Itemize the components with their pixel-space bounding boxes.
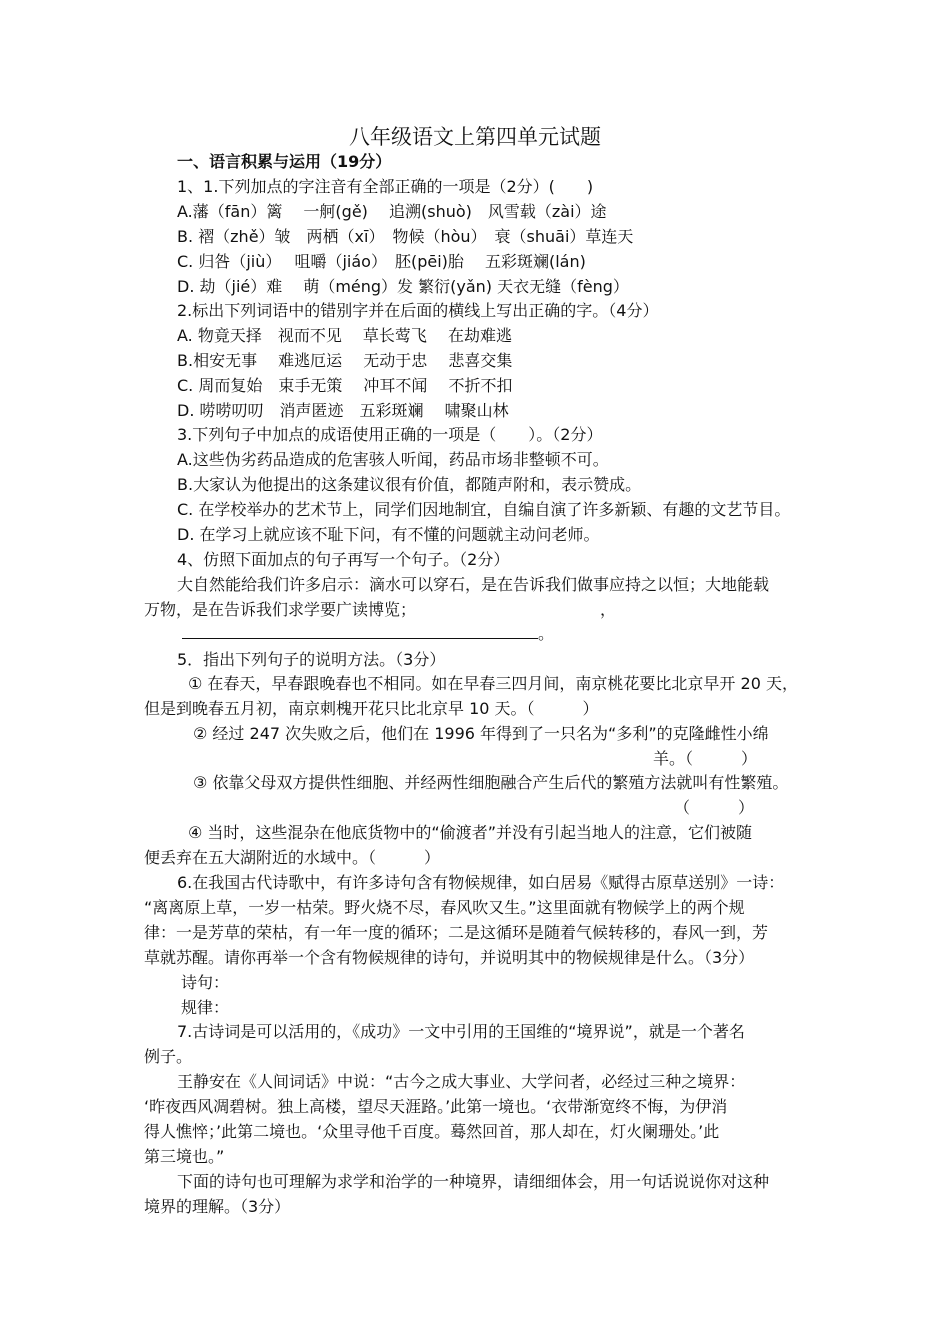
question-5-stem: 5．指出下列句子的说明方法。（3分）: [177, 650, 446, 669]
question-4-text-line-2: 万物，是在告诉我们求学要广读博览； ，: [144, 600, 617, 619]
question-1-option-d: D. 劫（jié）难 萌（méng）发 繁衍(yǎn) 天衣无缝（fèng）: [177, 277, 629, 296]
answer-blank[interactable]: [182, 624, 538, 639]
question-6-line-1: 6.在我国古代诗歌中，有许多诗句含有物候规律，如白居易《赋得古原草送别》一诗：: [177, 873, 785, 892]
question-7-line-2: 例子。: [144, 1047, 193, 1066]
question-6-line-3: 律：一是芳草的荣枯，有一年一度的循环；二是这循环是随着气候转移的，春风一到，芳: [144, 923, 769, 942]
question-7-line-1: 7.古诗词是可以活用的，《成功》一文中引用的王国维的“境界说”，就是一个著名: [177, 1022, 745, 1041]
question-1-option-b: B. 褶（zhě）皱 两栖（xī） 物候（hòu） 衰（shuāi）草连天: [177, 227, 634, 246]
question-5-item-1-line-1: ① 在春天，早春跟晚春也不相同。如在早春三四月间，南京桃花要比北京早开 20 天，: [188, 674, 798, 693]
question-1-stem: 1、1.下列加点的字注音有全部正确的一项是（2分）( ): [177, 177, 594, 196]
question-1-option-a: A.藩（fān）篱 一舸(gě) 追溯(shuò) 风雪载（zài）途: [177, 202, 607, 221]
question-6-rule-label: 规律：: [181, 998, 230, 1017]
question-5-item-2-line-2: 羊。（ ）: [653, 749, 758, 768]
section-heading: 一、语言积累与运用（19分）: [177, 152, 392, 171]
question-5-item-1-line-2: 但是到晚春五月初，南京刺槐开花只比北京早 10 天。（ ）: [144, 699, 599, 718]
question-5-item-4-line-1: ④ 当时，这些混杂在他底货物中的“偷渡者”并没有引起当地人的注意，它们被随: [188, 823, 753, 842]
question-2-option-b: B.相安无事 难逃厄运 无动于忠 悲喜交集: [177, 351, 513, 370]
question-4-answer-line[interactable]: [182, 623, 554, 645]
question-6-line-2: “离离原上草，一岁一枯荣。野火烧不尽，春风吹又生。”这里面就有物候学上的两个规: [144, 898, 745, 917]
question-5-item-3-line-1: ③ 依靠父母双方提供性细胞、并经两性细胞融合产生后代的繁殖方法就叫有性繁殖。: [193, 773, 789, 792]
question-2-option-c: C. 周而复始 束手无策 冲耳不闻 不折不扣: [177, 376, 513, 395]
question-7-task-line-2: 境界的理解。（3分）: [144, 1197, 291, 1216]
question-2-stem: 2.标出下列词语中的错别字并在后面的横线上写出正确的字。（4分）: [177, 301, 659, 320]
page-title: 八年级语文上第四单元试题: [349, 125, 601, 149]
question-6-line-4: 草就苏醒。请你再举一个含有物候规律的诗句，并说明其中的物候规律是什么。（3分）: [144, 948, 755, 967]
question-4-text-line-1: 大自然能给我们许多启示：滴水可以穿石，是在告诉我们做事应持之以恒；大地能载: [177, 575, 770, 594]
question-5-item-2-line-1: ② 经过 247 次失败之后，他们在 1996 年得到了一只名为“多利”的克隆雌性小绵: [193, 724, 769, 743]
question-2-option-a: A. 物竟天择 视而不见 草长莺飞 在劫难逃: [177, 326, 513, 345]
question-7-quote-line-1: 王静安在《人间词话》中说：“古今之成大事业、大学问者，必经过三种之境界：: [177, 1072, 746, 1091]
answer-line-period: 。: [538, 624, 555, 643]
question-3-option-d: D. 在学习上就应该不耻下问，有不懂的问题就主动问老师。: [177, 525, 600, 544]
question-3-option-c: C. 在学校举办的艺术节上，同学们因地制宜，自编自演了许多新颖、有趣的文艺节目。: [177, 500, 791, 519]
question-5-item-3-line-2: （ ）: [674, 798, 755, 817]
question-6-poem-label: 诗句：: [181, 973, 230, 992]
question-3-option-a: A.这些伪劣药品造成的危害骇人听闻，药品市场非整顿不可。: [177, 450, 609, 469]
question-4-stem: 4、仿照下面加点的句子再写一个句子。（2分）: [177, 550, 510, 569]
question-7-task-line-1: 下面的诗句也可理解为求学和治学的一种境界，请细细体会，用一句话说说你对这种: [177, 1172, 770, 1191]
question-5-item-4-line-2: 便丢弃在五大湖附近的水域中。（ ）: [144, 848, 441, 867]
question-3-option-b: B.大家认为他提出的这条建议很有价值，都随声附和，表示赞成。: [177, 475, 642, 494]
question-7-quote-line-4: 第三境也。”: [144, 1147, 225, 1166]
question-7-quote-line-2: ‘昨夜西风凋碧树。独上高楼，望尽天涯路。’此第一境也。‘衣带渐宽终不悔，为伊消: [144, 1097, 728, 1116]
question-7-quote-line-3: 得人憔悴；’此第二境也。‘众里寻他千百度。蓦然回首，那人却在，灯火阑珊处。’此: [144, 1122, 720, 1141]
question-3-stem: 3.下列句子中加点的成语使用正确的一项是（ ）。（2分）: [177, 425, 603, 444]
question-1-option-c: C. 归咎（jiù） 咀嚼（jiáo） 胚(pēi)胎 五彩斑斓(lán): [177, 252, 586, 271]
question-2-option-d: D. 唠唠叨叨 消声匿迹 五彩斑斓 啸聚山林: [177, 401, 509, 420]
